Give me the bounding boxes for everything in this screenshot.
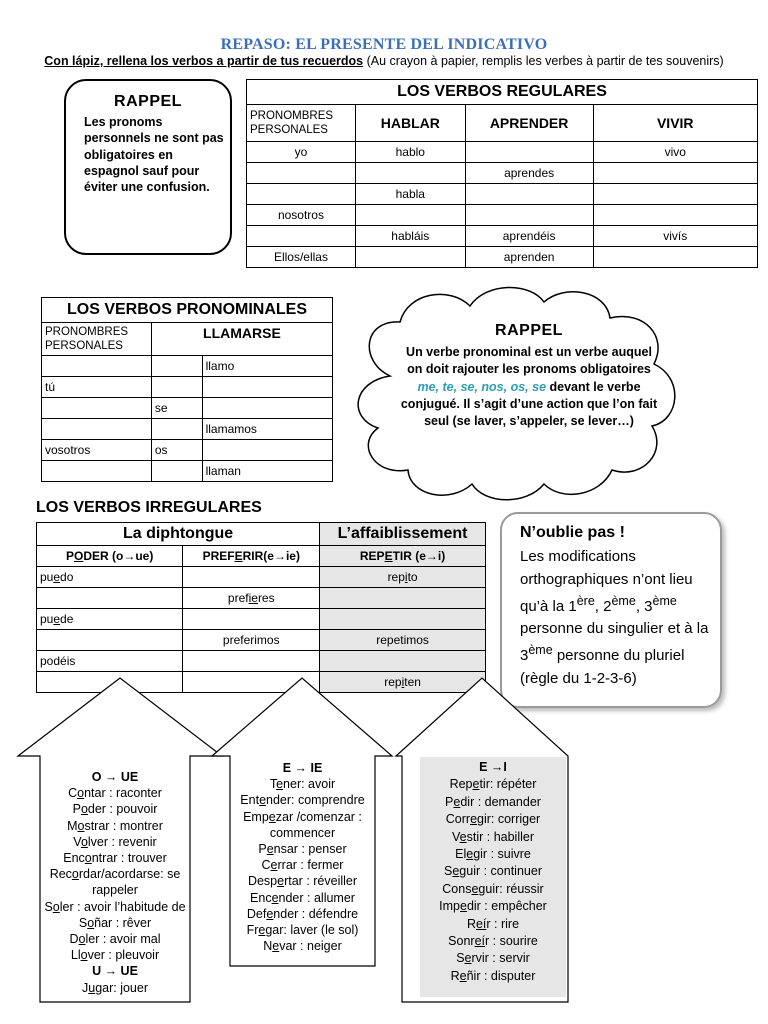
item-part: C xyxy=(68,786,78,801)
cell-part: to xyxy=(407,570,418,584)
ordinal-suffix: ère xyxy=(576,593,595,608)
table-row xyxy=(42,356,333,377)
item-part: R xyxy=(450,968,460,983)
stem-vowel: o xyxy=(77,786,85,801)
ordinal-suffix: ème xyxy=(611,593,636,608)
table-cell[interactable] xyxy=(37,630,183,651)
header-llamarse: LLAMARSE xyxy=(151,323,332,356)
rappel-text xyxy=(398,344,660,430)
item-part: El xyxy=(455,847,467,862)
stem-vowel: o xyxy=(87,915,95,930)
stem-vowel: o xyxy=(77,818,85,833)
stem-vowel: e xyxy=(452,864,460,879)
pronominal-verbs-table xyxy=(41,297,333,482)
stem-vowel: o xyxy=(80,948,88,963)
table-row xyxy=(37,588,486,609)
header-part: TIR (e→i) xyxy=(392,549,446,563)
item-part: Emp xyxy=(243,809,269,824)
table-cell: se xyxy=(151,398,202,419)
list-item xyxy=(420,881,566,898)
list-item xyxy=(420,968,566,985)
text-part: , 3 xyxy=(635,597,653,615)
item-part: T xyxy=(269,777,277,792)
list-item xyxy=(420,829,566,846)
item-part: D xyxy=(69,932,79,947)
subtitle-instruction: Con lápiz, rellena los verbos a partir de tus recuerdos xyxy=(44,54,364,68)
list-item xyxy=(230,906,375,922)
item-part: Sonr xyxy=(448,934,475,949)
table-cell[interactable]: llamo xyxy=(202,356,332,377)
pronominal-verbs-caption: LOS VERBOS PRONOMINALES xyxy=(42,298,333,323)
item-part: Cons xyxy=(442,881,472,896)
table-row xyxy=(247,205,758,226)
stem-vowel: e xyxy=(453,794,461,809)
item-part: R xyxy=(466,916,476,931)
table-cell[interactable] xyxy=(355,247,465,268)
item-part: dir : empêcher xyxy=(466,899,547,914)
item-part: P xyxy=(445,794,454,809)
item-part: Fr xyxy=(246,923,259,938)
ordinal-suffix: ème xyxy=(652,593,677,608)
item-part: Corr xyxy=(445,812,471,827)
table-row xyxy=(37,609,486,630)
item-part: ler : avoir mal xyxy=(85,932,161,947)
list-item xyxy=(40,834,190,850)
item-part: S xyxy=(444,864,453,879)
rappel-text-part: devant le verbe conjugué. Il s’agit d’une action que l’on fait seul (se laver, s’appeler, se lever…) xyxy=(400,379,658,428)
table-cell: preferimos xyxy=(183,630,320,651)
item-part: gir : suivre xyxy=(473,847,531,862)
stem-vowel: o xyxy=(80,802,88,817)
stem-vowel: e xyxy=(466,847,474,862)
stem-vowel: e xyxy=(459,968,467,983)
stem-vowel: e xyxy=(266,842,274,857)
list-item xyxy=(420,846,566,863)
list-items xyxy=(40,980,190,996)
list-item xyxy=(230,873,375,889)
table-cell[interactable] xyxy=(151,419,202,440)
stem-vowel: e xyxy=(53,570,61,584)
header-part: REP xyxy=(359,549,385,563)
group-affaiblissement: L’affaiblissement xyxy=(320,523,486,546)
item-part: ner: avoir xyxy=(283,777,336,792)
pronouns-highlight: se, nos, os, se xyxy=(460,379,547,394)
rappel-text: Les pronoms personnels ne sont pas obligatoires en espagnol sauf pour éviter une confusion. xyxy=(84,115,224,194)
item-part: S xyxy=(78,915,88,930)
stem-vowel: e xyxy=(471,881,479,896)
item-part: nder : défendre xyxy=(273,906,359,921)
list-item xyxy=(420,898,566,915)
list-item xyxy=(230,809,375,841)
stem-vowel: e xyxy=(459,899,467,914)
item-part: der : pouvoir xyxy=(87,802,158,817)
list-item xyxy=(40,850,190,866)
table-cell: vosotros xyxy=(42,440,152,461)
list-item xyxy=(420,863,566,880)
table-row xyxy=(37,567,486,588)
stem-vowel: e xyxy=(272,939,280,954)
stem-vowel: e xyxy=(271,890,279,905)
item-part: nder: comprendre xyxy=(266,793,365,808)
stem-vowel: e xyxy=(259,793,267,808)
list-item xyxy=(230,922,375,938)
table-cell[interactable] xyxy=(42,356,152,377)
table-cell[interactable] xyxy=(593,184,757,205)
table-row xyxy=(247,142,758,163)
item-part: Desp xyxy=(247,874,278,889)
text-part: personne du pluriel (règle du 1-2-3-6) xyxy=(520,647,685,687)
item-part: gar: jouer xyxy=(95,980,148,995)
text-part: , 2 xyxy=(594,597,612,615)
item-part: nder : allumer xyxy=(278,890,355,905)
list-heading: E → IE xyxy=(282,761,323,775)
item-part: rrar : fermer xyxy=(277,858,344,873)
item-part: S xyxy=(456,951,465,966)
list-item xyxy=(420,950,566,967)
cell-part: de xyxy=(60,612,74,626)
stem-vowel: u xyxy=(88,980,96,995)
stem-vowel: o xyxy=(84,851,92,866)
item-part: guir : continuer xyxy=(459,864,542,879)
table-cell[interactable] xyxy=(247,163,356,184)
table-cell[interactable] xyxy=(465,184,593,205)
list-item xyxy=(230,890,375,906)
item-part: ntrar : trouver xyxy=(91,851,167,866)
regular-verbs-table xyxy=(246,79,758,268)
table-cell[interactable] xyxy=(42,398,152,419)
stem-vowel: e xyxy=(277,874,285,889)
list-item xyxy=(420,776,566,793)
item-part: rvir : servir xyxy=(471,951,530,966)
header-part: DER (o→ue) xyxy=(83,549,154,563)
table-cell[interactable] xyxy=(465,142,593,163)
stem-vowel: E xyxy=(234,549,243,563)
item-part: J xyxy=(81,980,89,995)
item-part: P xyxy=(258,842,267,857)
header-poder xyxy=(37,546,183,567)
item-part: gar: laver (le sol) xyxy=(265,923,359,938)
table-row xyxy=(42,377,333,398)
cell-part: rep xyxy=(387,570,405,584)
stem-vowel: o xyxy=(78,932,86,947)
rappel-heading: RAPPEL xyxy=(495,322,563,339)
table-row xyxy=(247,163,758,184)
list-item xyxy=(40,915,190,931)
stem-vowel: e xyxy=(459,829,467,844)
table-cell[interactable] xyxy=(355,163,465,184)
item-part: V xyxy=(452,829,460,844)
item-part: ñar : rêver xyxy=(94,915,152,930)
page-subtitle xyxy=(0,54,768,68)
list-item xyxy=(40,866,190,898)
table-cell[interactable] xyxy=(202,440,332,461)
item-part: Rep xyxy=(449,777,473,792)
cell-part: pref xyxy=(227,591,249,605)
table-cell[interactable] xyxy=(202,398,332,419)
header-pronouns: PRONOMBRES PERSONALES xyxy=(42,323,152,356)
text-part: personne du singulier et à la 3 xyxy=(520,620,709,665)
item-part: Ll xyxy=(70,948,81,963)
stem-vowel: i xyxy=(404,570,408,584)
table-cell[interactable]: llaman xyxy=(202,461,332,482)
item-part: Imp xyxy=(439,899,460,914)
item-part: Rec xyxy=(49,867,72,882)
table-cell: os xyxy=(151,440,202,461)
table-row xyxy=(247,184,758,205)
item-part: ntar : raconter xyxy=(84,786,162,801)
table-cell[interactable] xyxy=(42,461,152,482)
table-cell[interactable] xyxy=(183,651,320,672)
table-cell[interactable] xyxy=(183,567,320,588)
item-part: rtar : réveiller xyxy=(284,874,358,889)
table-cell[interactable] xyxy=(247,226,356,247)
table-cell xyxy=(183,588,320,609)
list-items xyxy=(40,785,190,963)
irregular-verbs-heading: LOS VERBOS IRREGULARES xyxy=(36,499,262,516)
cell-part: res xyxy=(257,591,275,605)
cell-part: pu xyxy=(40,570,54,584)
cell-part: rep xyxy=(384,675,402,689)
header-part: RIR(e→ie) xyxy=(242,549,300,563)
item-part: guir: réussir xyxy=(478,881,544,896)
table-cell[interactable] xyxy=(593,205,757,226)
rappel-text-part: Un verbe pronominal est un verbe auquel on doit rajouter les pronoms obligatoires xyxy=(406,345,652,377)
arrow-oue-list xyxy=(40,769,190,996)
item-part: Enc xyxy=(63,851,85,866)
rappel-box-pronominal xyxy=(398,322,660,430)
table-cell[interactable] xyxy=(593,247,757,268)
list-item xyxy=(40,931,190,947)
header-repetir xyxy=(320,546,486,567)
table-cell[interactable]: aprendéis xyxy=(465,226,593,247)
stem-vowel: e xyxy=(258,923,266,938)
arrow-ei-list xyxy=(420,759,566,985)
table-row xyxy=(42,440,333,461)
table-cell[interactable] xyxy=(593,163,757,184)
table-cell[interactable] xyxy=(202,377,332,398)
table-cell[interactable] xyxy=(151,377,202,398)
irregular-verbs-table xyxy=(36,522,486,693)
list-heading: O → UE xyxy=(91,770,139,784)
table-cell[interactable] xyxy=(183,609,320,630)
item-part: Def xyxy=(246,906,267,921)
stem-vowel: o xyxy=(80,834,88,849)
item-part: Ent xyxy=(240,793,260,808)
table-cell[interactable]: vivís xyxy=(593,226,757,247)
stem-vowel: e xyxy=(268,809,276,824)
table-cell: yo xyxy=(247,142,356,163)
table-cell[interactable] xyxy=(37,588,183,609)
list-heading: E →I xyxy=(479,760,507,774)
table-cell: repetimos xyxy=(320,630,486,651)
stem-vowel: o xyxy=(71,867,79,882)
stem-vowel: e xyxy=(53,612,61,626)
header-preferir xyxy=(183,546,320,567)
item-part: N xyxy=(263,939,273,954)
table-cell[interactable] xyxy=(320,609,486,630)
list-item xyxy=(40,818,190,834)
list-item xyxy=(40,785,190,801)
table-cell[interactable] xyxy=(247,184,356,205)
table-cell: Ellos/ellas xyxy=(247,247,356,268)
table-cell xyxy=(37,609,183,630)
cell-part: ten xyxy=(404,675,421,689)
stem-vowel: e xyxy=(472,777,480,792)
item-part: ler : avoir l’habitude de xyxy=(59,899,186,914)
table-cell: tú xyxy=(42,377,152,398)
header-aprender: APRENDER xyxy=(465,105,593,142)
table-cell[interactable]: habláis xyxy=(355,226,465,247)
list-item xyxy=(40,899,190,915)
item-part: var : neiger xyxy=(279,939,342,954)
table-cell[interactable]: llamamos xyxy=(202,419,332,440)
item-part: strar : montrer xyxy=(84,818,163,833)
item-part: lver : revenir xyxy=(87,834,157,849)
stem-vowel: e xyxy=(266,906,274,921)
item-part: nsar : penser xyxy=(273,842,347,857)
table-cell xyxy=(320,567,486,588)
header-vivir: VIVIR xyxy=(593,105,757,142)
table-cell: nosotros xyxy=(247,205,356,226)
item-part: S xyxy=(44,899,53,914)
stem-vowel: o xyxy=(52,899,60,914)
item-part: r : sourire xyxy=(485,934,538,949)
item-part: r : rire xyxy=(486,916,520,931)
stem-vowel: e xyxy=(464,951,472,966)
pronouns-highlight: me, te, xyxy=(417,379,458,394)
item-part: dir : demander xyxy=(460,794,541,809)
list-item xyxy=(230,776,375,792)
text-part: Les modifications orthographiques n’ont lieu qu’à la 1 xyxy=(520,548,693,615)
table-cell: podéis xyxy=(37,651,183,672)
list-item xyxy=(420,811,566,828)
table-cell[interactable] xyxy=(355,205,465,226)
table-row xyxy=(37,630,486,651)
list-item xyxy=(230,792,375,808)
item-part: M xyxy=(67,818,78,833)
list-item xyxy=(40,947,190,963)
regular-verbs-caption: LOS VERBOS REGULARES xyxy=(247,80,758,105)
stem-vowel: O xyxy=(74,549,84,563)
item-part: zar /comenzar : commencer xyxy=(269,809,362,840)
list-item xyxy=(420,916,566,933)
stem-vowel: ie xyxy=(248,591,258,605)
item-part: rdar/acordarse: se rappeler xyxy=(78,867,181,898)
stem-vowel: e xyxy=(276,777,284,792)
table-cell[interactable] xyxy=(465,205,593,226)
item-part: P xyxy=(72,802,81,817)
table-row xyxy=(42,419,333,440)
table-cell[interactable] xyxy=(320,588,486,609)
stem-vowel: E xyxy=(384,549,393,563)
list-items xyxy=(230,776,375,954)
header-pronouns: PRONOMBRES PERSONALES xyxy=(247,105,356,142)
table-cell xyxy=(37,567,183,588)
list-item xyxy=(230,841,375,857)
rappel-box-pronouns xyxy=(64,79,232,255)
stem-vowel: i xyxy=(401,675,405,689)
group-diphtongue: La diphtongue xyxy=(37,523,320,546)
cell-part: pu xyxy=(40,612,54,626)
stem-vowel: e xyxy=(270,858,278,873)
cell-part: do xyxy=(60,570,74,584)
item-part: ver : pleuvoir xyxy=(87,948,160,963)
table-row xyxy=(42,461,333,482)
table-cell[interactable]: habla xyxy=(355,184,465,205)
ordinal-suffix: ème xyxy=(528,643,553,658)
list-heading: U → UE xyxy=(92,964,138,979)
header-part: PREF xyxy=(202,549,235,563)
rappel-heading: RAPPEL xyxy=(114,93,182,110)
arrow-eie-list xyxy=(230,760,375,954)
list-item xyxy=(230,938,375,954)
stem-vowel: eí xyxy=(474,934,486,949)
table-cell[interactable]: vivo xyxy=(593,142,757,163)
table-cell[interactable] xyxy=(42,419,152,440)
table-row xyxy=(247,226,758,247)
list-item xyxy=(420,794,566,811)
table-cell[interactable] xyxy=(320,651,486,672)
table-cell[interactable] xyxy=(151,461,202,482)
table-cell[interactable]: aprendes xyxy=(465,163,593,184)
list-item xyxy=(420,933,566,950)
stem-vowel: eí xyxy=(475,916,487,931)
list-item xyxy=(40,801,190,817)
stem-vowel: e xyxy=(470,812,478,827)
list-item xyxy=(230,857,375,873)
item-part: ñir : disputer xyxy=(466,968,536,983)
table-cell[interactable] xyxy=(151,356,202,377)
page-title: REPASO: EL PRESENTE DEL INDICATIVO xyxy=(220,36,548,53)
list-items xyxy=(420,776,566,985)
header-hablar: HABLAR xyxy=(355,105,465,142)
header-part: P xyxy=(66,549,75,563)
item-part: C xyxy=(261,858,271,873)
subtitle-translation: (Au crayon à papier, remplis les verbes à partir de tes souvenirs) xyxy=(363,54,724,68)
item-part: V xyxy=(73,834,81,849)
table-row xyxy=(42,398,333,419)
list-item xyxy=(40,980,190,996)
table-row xyxy=(247,247,758,268)
table-cell[interactable]: hablo xyxy=(355,142,465,163)
noublie-heading: N’oublie pas ! xyxy=(520,524,625,541)
table-row xyxy=(37,651,486,672)
item-part: Enc xyxy=(250,890,272,905)
item-part: stir : habiller xyxy=(466,829,534,844)
table-cell[interactable]: aprenden xyxy=(465,247,593,268)
noublie-text xyxy=(520,546,720,691)
item-part: gir: corriger xyxy=(477,812,541,827)
item-part: tir: répéter xyxy=(479,777,537,792)
